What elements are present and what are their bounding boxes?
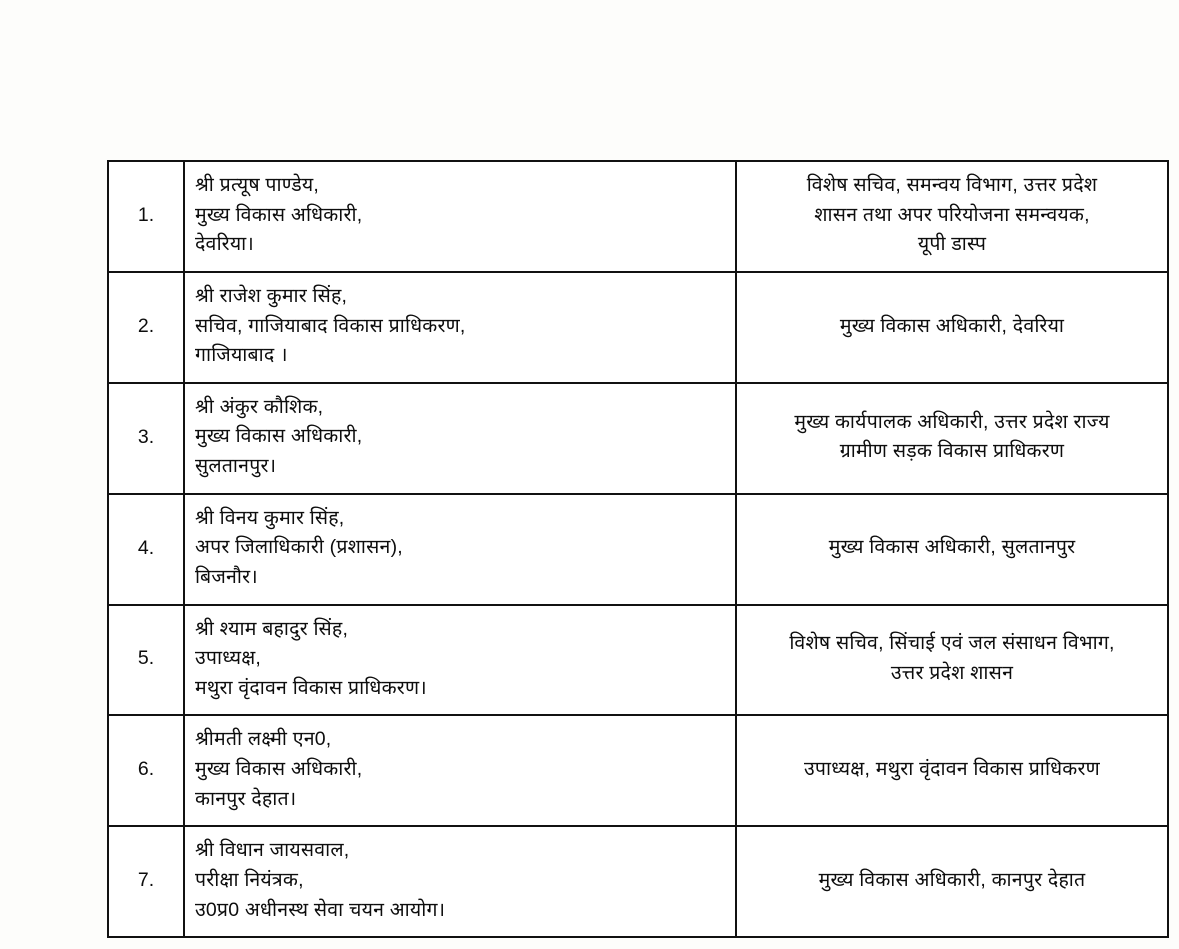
- row-officer-details: श्रीमती लक्ष्मी एन0, मुख्य विकास अधिकारी, कानपुर देहात।: [184, 715, 736, 826]
- table-row: [108, 383, 1168, 494]
- row-officer-details: श्री अंकुर कौशिक, मुख्य विकास अधिकारी, सुलतानपुर।: [184, 383, 736, 494]
- row-new-posting: मुख्य विकास अधिकारी, कानपुर देहात: [736, 826, 1168, 937]
- row-serial-number: 7.: [108, 826, 184, 937]
- table-row: [108, 272, 1168, 383]
- table-row: [108, 161, 1168, 272]
- row-serial-number: 3.: [108, 383, 184, 494]
- row-officer-details: श्री श्याम बहादुर सिंह, उपाध्यक्ष, मथुरा वृंदावन विकास प्राधिकरण।: [184, 605, 736, 716]
- row-serial-number: 4.: [108, 494, 184, 605]
- row-new-posting: विशेष सचिव, समन्वय विभाग, उत्तर प्रदेश शासन तथा अपर परियोजना समन्वयक, यूपी डास्प: [736, 161, 1168, 272]
- table-row: [108, 605, 1168, 716]
- officer-transfer-table: [107, 160, 1169, 938]
- row-new-posting: मुख्य विकास अधिकारी, सुलतानपुर: [736, 494, 1168, 605]
- table-row: [108, 715, 1168, 826]
- row-serial-number: 1.: [108, 161, 184, 272]
- row-officer-details: श्री विधान जायसवाल, परीक्षा नियंत्रक, उ0प्र0 अधीनस्थ सेवा चयन आयोग।: [184, 826, 736, 937]
- row-officer-details: श्री प्रत्यूष पाण्डेय, मुख्य विकास अधिकारी, देवरिया।: [184, 161, 736, 272]
- row-officer-details: श्री राजेश कुमार सिंह, सचिव, गाजियाबाद विकास प्राधिकरण, गाजियाबाद ।: [184, 272, 736, 383]
- row-new-posting: उपाध्यक्ष, मथुरा वृंदावन विकास प्राधिकरण: [736, 715, 1168, 826]
- table-body: [108, 161, 1168, 937]
- table-row: [108, 494, 1168, 605]
- row-serial-number: 5.: [108, 605, 184, 716]
- row-new-posting: मुख्य विकास अधिकारी, देवरिया: [736, 272, 1168, 383]
- row-new-posting: विशेष सचिव, सिंचाई एवं जल संसाधन विभाग, उत्तर प्रदेश शासन: [736, 605, 1168, 716]
- transfer-table-container: [107, 160, 1115, 938]
- row-officer-details: श्री विनय कुमार सिंह, अपर जिलाधिकारी (प्रशासन), बिजनौर।: [184, 494, 736, 605]
- table-row: [108, 826, 1168, 937]
- row-serial-number: 2.: [108, 272, 184, 383]
- row-serial-number: 6.: [108, 715, 184, 826]
- row-new-posting: मुख्य कार्यपालक अधिकारी, उत्तर प्रदेश राज्य ग्रामीण सड़क विकास प्राधिकरण: [736, 383, 1168, 494]
